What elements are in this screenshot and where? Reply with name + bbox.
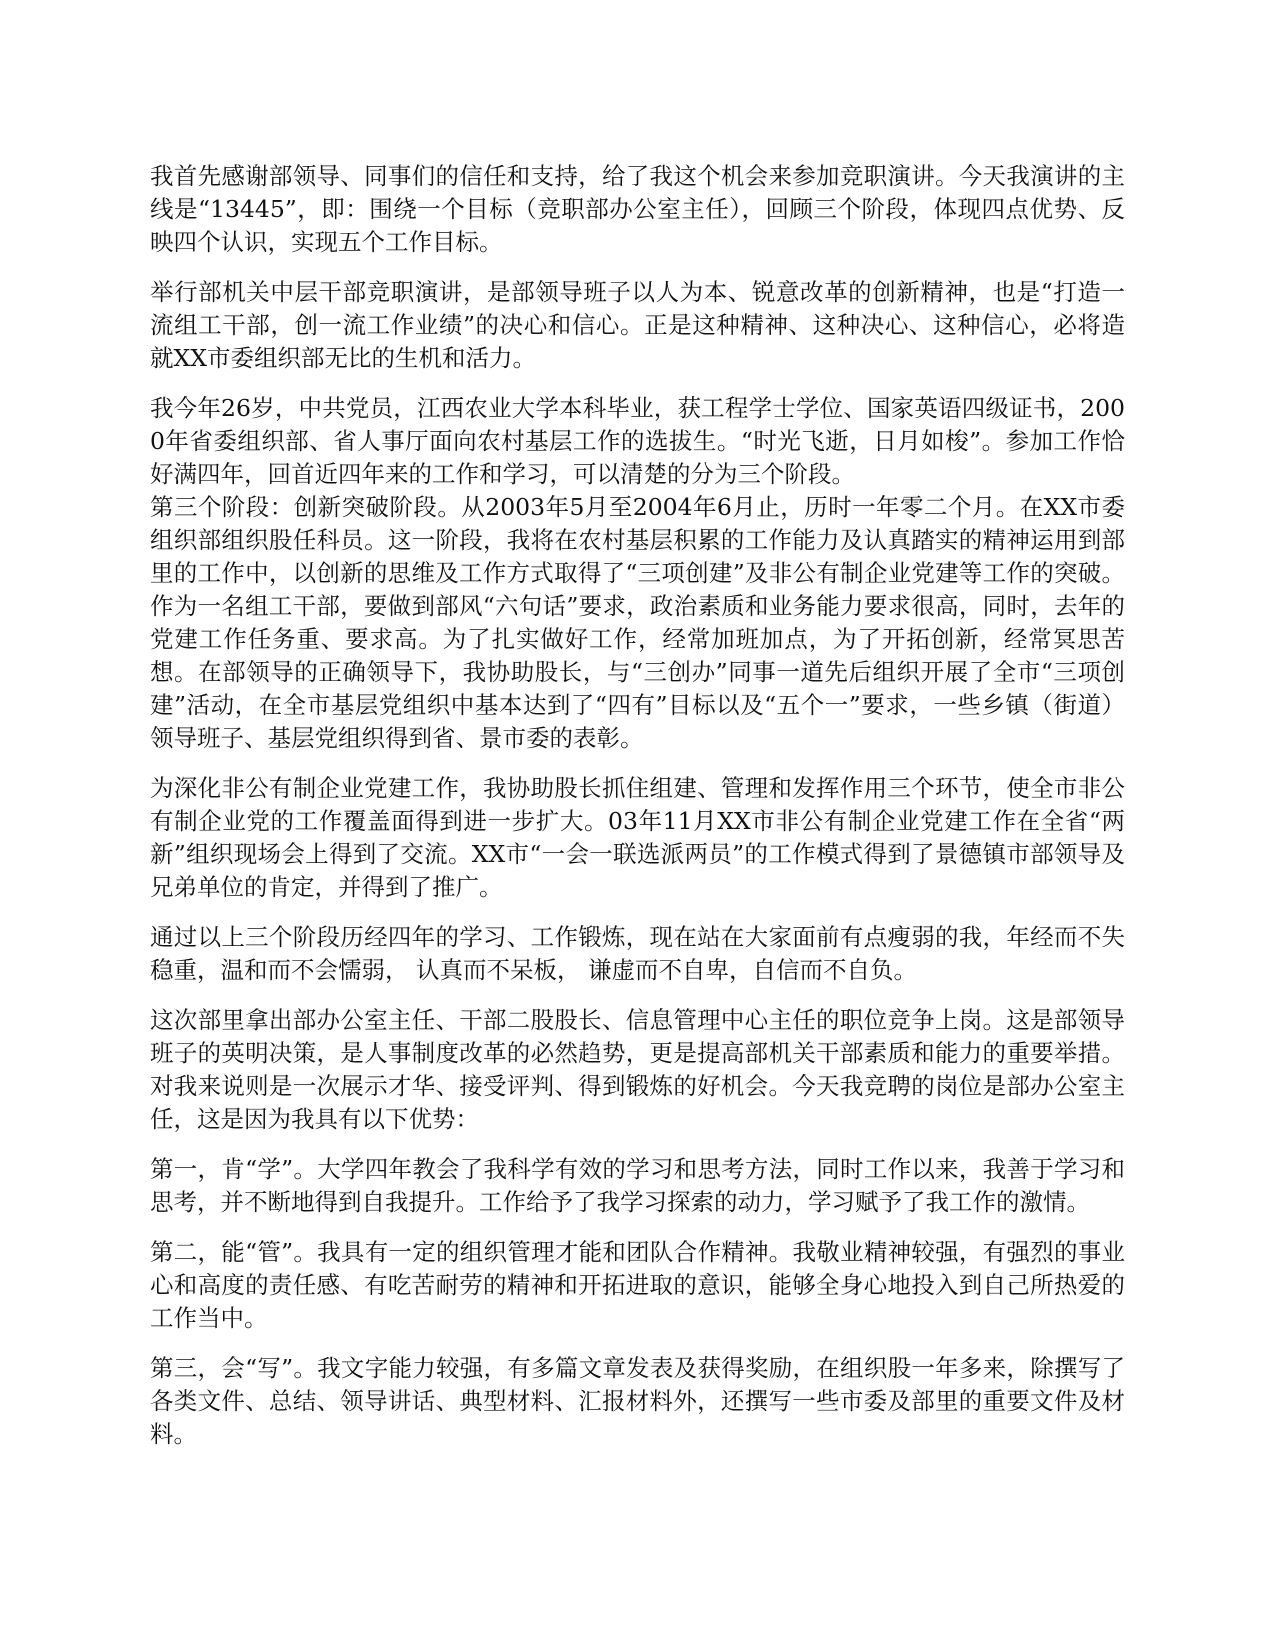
paragraph-intro: 我首先感谢部领导、同事们的信任和支持，给了我这个机会来参加竞职演讲。今天我演讲的主线是“13445”，即：围绕一个目标（竞职部办公室主任），回顾三个阶段，体现四点优势、反映四个认识，实现五个工作目标。 bbox=[150, 162, 1125, 256]
paragraph-stage-three: 第三个阶段：创新突破阶段。从2003年5月至2004年6月止，历时一年零二个月。在XX市委组织部组织股任科员。这一阶段，我将在农村基层积累的工作能力及认真踏实的精神运用到部里的工作中，以创新的思维及工作方式取得了“三项创建”及非公有制企业党建等工作的突破。作为一名组工干部，要做到部风“六句话”要求，政治素质和业务能力要求很高，同时，去年的党建工作任务重、要求高。为了扎实做好工作，经常加班加点，为了开拓创新，经常冥思苦想。在部领导的正确领导下，我协助股长，与“三创办”同事一道先后组织开展了全市“三项创建”活动，在全市基层党组织中基本达到了“四有”目标以及“五个一”要求，一些乡镇（街道）领导班子、基层党组织得到省、景市委的表彰。 bbox=[150, 493, 1125, 752]
paragraph-advantage-learn: 第一，肯“学”。大学四年教会了我科学有效的学习和思考方法，同时工作以来，我善于学习和思考，并不断地得到自我提升。工作给予了我学习探索的动力，学习赋予了我工作的激情。 bbox=[150, 1155, 1125, 1216]
document-body bbox=[150, 160, 1125, 1468]
paragraph-advantage-write: 第三，会“写”。我文字能力较强，有多篇文章发表及获得奖励，在组织股一年多来，除撰写了各类文件、总结、领导讲话、典型材料、汇报材料外，还撰写一些市委及部里的重要文件及材料。 bbox=[150, 1354, 1125, 1448]
paragraph-self-summary: 通过以上三个阶段历经四年的学习、工作锻炼，现在站在大家面前有点瘦弱的我，年经而不失稳重，温和而不会懦弱， 认真而不呆板， 谦虚而不自卑，自信而不自负。 bbox=[150, 923, 1125, 984]
paragraph-purpose: 举行部机关中层干部竞职演讲，是部领导班子以人为本、锐意改革的创新精神，也是“打造一流组工干部，创一流工作业绩”的决心和信心。正是这种精神、这种决心、这种信心，必将造就XX市委组织部无比的生机和活力。 bbox=[150, 278, 1125, 372]
paragraph-party-building: 为深化非公有制企业党建工作，我协助股长抓住组建、管理和发挥作用三个环节，使全市非公有制企业党的工作覆盖面得到进一步扩大。03年11月XX市非公有制企业党建工作在全省“两新”组织现场会上得到了交流。XX市“一会一联选派两员”的工作模式得到了景德镇市部领导及兄弟单位的肯定，并得到了推广。 bbox=[150, 774, 1125, 901]
paragraph-background: 我今年26岁，中共党员，江西农业大学本科毕业，获工程学士学位、国家英语四级证书，2000年省委组织部、省人事厅面向农村基层工作的选拔生。“时光飞逝，日月如梭”。参加工作恰好满四年，回首近四年来的工作和学习，可以清楚的分为三个阶段。 bbox=[150, 394, 1125, 488]
paragraph-competition: 这次部里拿出部办公室主任、干部二股股长、信息管理中心主任的职位竞争上岗。这是部领导班子的英明决策，是人事制度改革的必然趋势，更是提高部机关干部素质和能力的重要举措。对我来说则是一次展示才华、接受评判、得到锻炼的好机会。今天我竞聘的岗位是部办公室主任，这是因为我具有以下优势： bbox=[150, 1006, 1125, 1133]
paragraph-advantage-manage: 第二，能“管”。我具有一定的组织管理才能和团队合作精神。我敬业精神较强，有强烈的事业心和高度的责任感、有吃苦耐劳的精神和开拓进取的意识，能够全身心地投入到自己所热爱的工作当中。 bbox=[150, 1238, 1125, 1332]
